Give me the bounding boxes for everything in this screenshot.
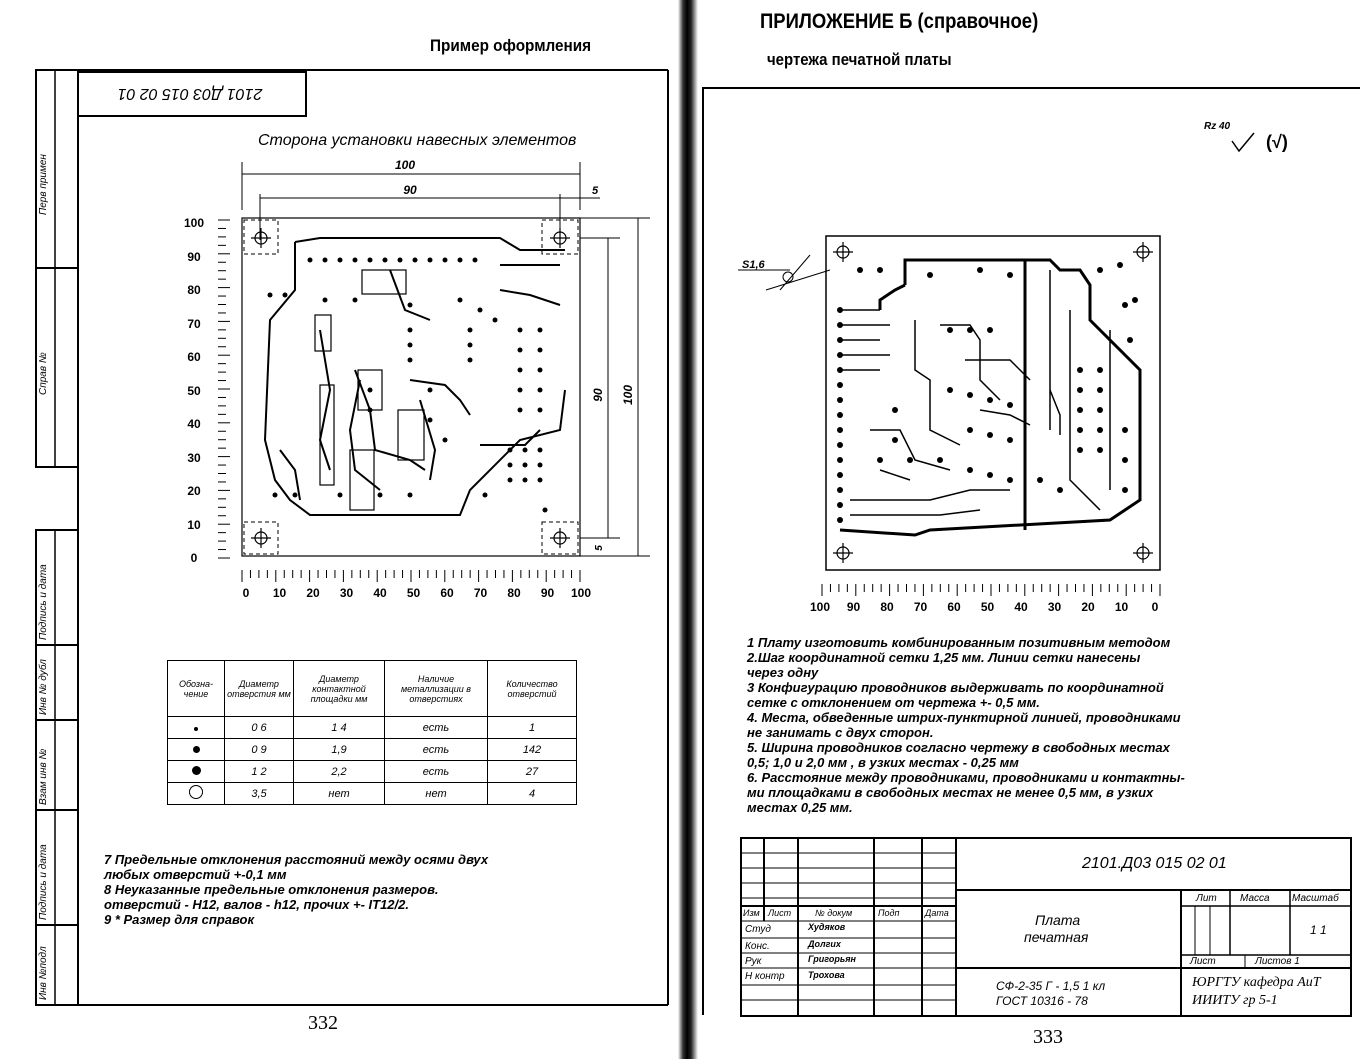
left-x-tick-label: 80 xyxy=(507,586,521,600)
table-cell: есть xyxy=(385,739,488,761)
item-name-2: печатная xyxy=(1024,929,1089,945)
left-y-tick-label: 0 xyxy=(190,551,198,565)
left-pcb-drawing xyxy=(180,150,635,610)
left-y-tick-label: 60 xyxy=(187,350,201,364)
left-drawing-title: Сторона установки навесных элементов xyxy=(258,132,577,149)
title-block-doc-code: 2101.Д03 015 02 01 xyxy=(1082,855,1227,872)
side-label-1: Перв примен xyxy=(38,154,49,215)
left-y-tick-label: 30 xyxy=(187,450,201,465)
left-x-tick-label: 20 xyxy=(306,586,320,600)
hole-table xyxy=(167,660,577,805)
table-cell: нет xyxy=(385,783,488,805)
side-label-5: Взам инв № xyxy=(38,748,49,805)
right-note-line: местах 0,25 мм. xyxy=(747,800,853,815)
right-x-tick-label: 50 xyxy=(980,600,995,614)
left-x-tick-label: 100 xyxy=(570,586,592,600)
left-x-tick-label: 60 xyxy=(440,586,454,600)
right-x-tick-label: 10 xyxy=(1114,600,1129,614)
right-note-line: 6. Расстояние между проводниками, проводниками и контактны- xyxy=(747,770,1185,785)
left-x-tick-label: 10 xyxy=(272,586,287,600)
left-note-line: 7 Предельные отклонения расстояний между осями двух xyxy=(104,852,489,867)
table-cell: 27 xyxy=(488,761,577,783)
hole-mark-1 xyxy=(168,717,225,739)
left-y-tick-label: 10 xyxy=(187,517,201,532)
left-y-tick-label: 100 xyxy=(183,216,205,230)
name-consultant: Долгих xyxy=(808,939,841,949)
left-doc-code-rotated: 2101 Д03 015 02 01 xyxy=(117,85,263,102)
table-cell: нет xyxy=(294,783,385,805)
role-student: Студ xyxy=(745,924,771,935)
side-label-3: Подпись и дата xyxy=(38,564,49,640)
sheets-label: Листов 1 xyxy=(1255,956,1300,967)
left-y-tick-label: 80 xyxy=(187,283,201,297)
right-x-tick-label: 100 xyxy=(809,600,831,614)
right-note-line: 5. Ширина проводников согласно чертежу в свободных местах xyxy=(747,740,1170,755)
hole-table-header-count: Количество отверстий xyxy=(488,661,577,717)
left-note-line: отверстий - Н12, валов - h12, прочих +- IT12/2. xyxy=(104,897,409,912)
table-cell: есть xyxy=(385,717,488,739)
table-cell: 0 9 xyxy=(225,739,294,761)
right-note-line: 2.Шаг координатной сетки 1,25 мм. Линии сетки нанесены xyxy=(747,650,1141,665)
table-cell: 142 xyxy=(488,739,577,761)
book-spine xyxy=(678,0,698,1059)
left-y-ruler xyxy=(216,218,236,563)
dim-top-5: 5 xyxy=(591,185,599,197)
table-cell: 2,2 xyxy=(294,761,385,783)
roughness-check-icon xyxy=(1230,131,1260,155)
left-x-ruler xyxy=(240,568,585,584)
left-note-line: 8 Неуказанные предельные отклонения размеров. xyxy=(104,882,439,897)
right-note-line: через одну xyxy=(747,665,819,680)
table-cell: 0 6 xyxy=(225,717,294,739)
right-page-header-1: ПРИЛОЖЕНИЕ Б (справочное) xyxy=(760,10,1039,33)
table-cell: 1 xyxy=(488,717,577,739)
material-line-2: ГОСТ 10316 - 78 xyxy=(996,994,1088,1008)
right-x-tick-label: 70 xyxy=(913,600,928,614)
lit-label: Лит xyxy=(1196,893,1217,904)
table-cell: 1 4 xyxy=(294,717,385,739)
right-x-tick-label: 40 xyxy=(1014,600,1028,614)
name-student: Худяков xyxy=(808,922,846,932)
right-pcb-drawing xyxy=(730,230,1170,580)
dim-top-90: 90 xyxy=(403,183,417,197)
right-note-line: сетке с отклонением от чертежа +- 0,5 мм. xyxy=(747,695,1040,710)
left-x-tick-label: 30 xyxy=(339,586,354,600)
role-consultant: Конс. xyxy=(745,941,770,952)
sheet-label: Лист xyxy=(1190,956,1216,967)
role-supervisor: Рук xyxy=(745,956,762,967)
right-page-header-2: чертежа печатной платы xyxy=(767,50,952,69)
angle-label: S1,6 xyxy=(742,259,765,271)
dim-right-100: 100 xyxy=(621,384,635,406)
hole-table-header-diam: Диаметр отверстия мм xyxy=(225,661,294,717)
table-cell: 3,5 xyxy=(225,783,294,805)
side-label-2: Справ № xyxy=(38,352,49,395)
left-y-tick-label: 90 xyxy=(187,249,201,264)
roughness-mark: (√) xyxy=(1266,132,1288,152)
left-x-tick-label: 50 xyxy=(406,586,421,600)
hole-table-header-pad: Диаметр контактной площадки мм xyxy=(294,661,385,717)
hole-table-header-metal: Наличие металлизации в отверстиях xyxy=(385,661,488,717)
roughness-label: Rz 40 xyxy=(1204,121,1231,132)
right-x-ruler xyxy=(820,582,1165,598)
left-page-number: 332 xyxy=(308,1012,338,1034)
left-note-line: любых отверстий +-0,1 мм xyxy=(104,867,287,882)
right-note-line: 4. Места, обведенные штрих-пунктирной линией, проводниками xyxy=(747,710,1181,725)
side-label-4: Инв № дубл xyxy=(38,659,49,715)
dim-right-5: 5 xyxy=(594,545,605,551)
dim-top-100: 100 xyxy=(394,158,416,172)
right-x-tick-label: 60 xyxy=(947,600,961,614)
side-label-7: Инв №подл xyxy=(38,946,49,1000)
right-note-line: не занимать с двух сторон. xyxy=(747,725,934,740)
role-norm-control: Н контр xyxy=(745,971,785,982)
right-x-tick-label: 20 xyxy=(1081,600,1095,614)
side-label-6: Подпись и дата xyxy=(38,844,49,920)
right-page-number: 333 xyxy=(1033,1026,1063,1048)
right-note-line: 0,5; 1,0 и 2,0 мм , в узких местах - 0,25 мм xyxy=(747,755,1019,770)
right-note-line: 3 Конфигурацию проводников выдерживать по координатной xyxy=(747,680,1164,695)
org-line-1: ЮРГТУ кафедра АиТ xyxy=(1192,975,1321,990)
right-x-tick-label: 80 xyxy=(880,600,894,614)
right-x-tick-label: 30 xyxy=(1047,600,1062,614)
left-y-tick-label: 70 xyxy=(187,316,201,331)
left-y-tick-label: 40 xyxy=(187,417,201,431)
table-cell: 4 xyxy=(488,783,577,805)
hole-mark-4 xyxy=(168,783,225,805)
left-note-line: 9 * Размер для справок xyxy=(104,912,255,927)
table-cell: 1,9 xyxy=(294,739,385,761)
right-notes xyxy=(747,635,1185,815)
left-x-tick-label: 40 xyxy=(373,586,387,600)
col-header-doc: № докум xyxy=(815,908,853,918)
material-line-1: СФ-2-35 Г - 1,5 1 кл xyxy=(996,979,1106,993)
left-x-tick-label: 70 xyxy=(473,586,488,600)
table-cell: 1 2 xyxy=(225,761,294,783)
name-supervisor: Григорьян xyxy=(808,954,856,964)
mass-label: Масса xyxy=(1240,893,1270,904)
left-notes xyxy=(104,852,488,927)
table-cell: есть xyxy=(385,761,488,783)
right-x-tick-label: 90 xyxy=(846,600,861,614)
col-header-date: Дата xyxy=(925,908,949,918)
col-header-list: Лист xyxy=(768,908,792,918)
dim-right-90: 90 xyxy=(591,388,605,402)
scale-label: Масштаб xyxy=(1292,893,1339,904)
hole-mark-2 xyxy=(168,739,225,761)
left-page-header: Пример оформления xyxy=(430,36,592,55)
name-norm-control: Трохова xyxy=(808,970,845,980)
right-x-tick-label: 0 xyxy=(1151,600,1159,614)
col-header-sign: Подп xyxy=(878,908,900,918)
left-y-tick-label: 50 xyxy=(187,383,201,398)
hole-mark-3 xyxy=(168,761,225,783)
scale-value: 1 1 xyxy=(1310,923,1327,937)
right-note-line: 1 Плату изготовить комбинированным позитивным методом xyxy=(747,635,1171,650)
item-name-1: Плата xyxy=(1035,912,1081,928)
left-y-tick-label: 20 xyxy=(187,484,201,498)
col-header-izm: Изм xyxy=(743,908,760,918)
org-line-2: ИИИТУ гр 5-1 xyxy=(1192,993,1278,1008)
left-x-tick-label: 90 xyxy=(540,586,555,600)
right-note-line: ми площадками в свободных местах не менее 0,5 мм, в узких xyxy=(747,785,1154,800)
left-x-tick-label: 0 xyxy=(242,586,250,600)
hole-table-header-mark: Обозна-чение xyxy=(168,661,225,717)
